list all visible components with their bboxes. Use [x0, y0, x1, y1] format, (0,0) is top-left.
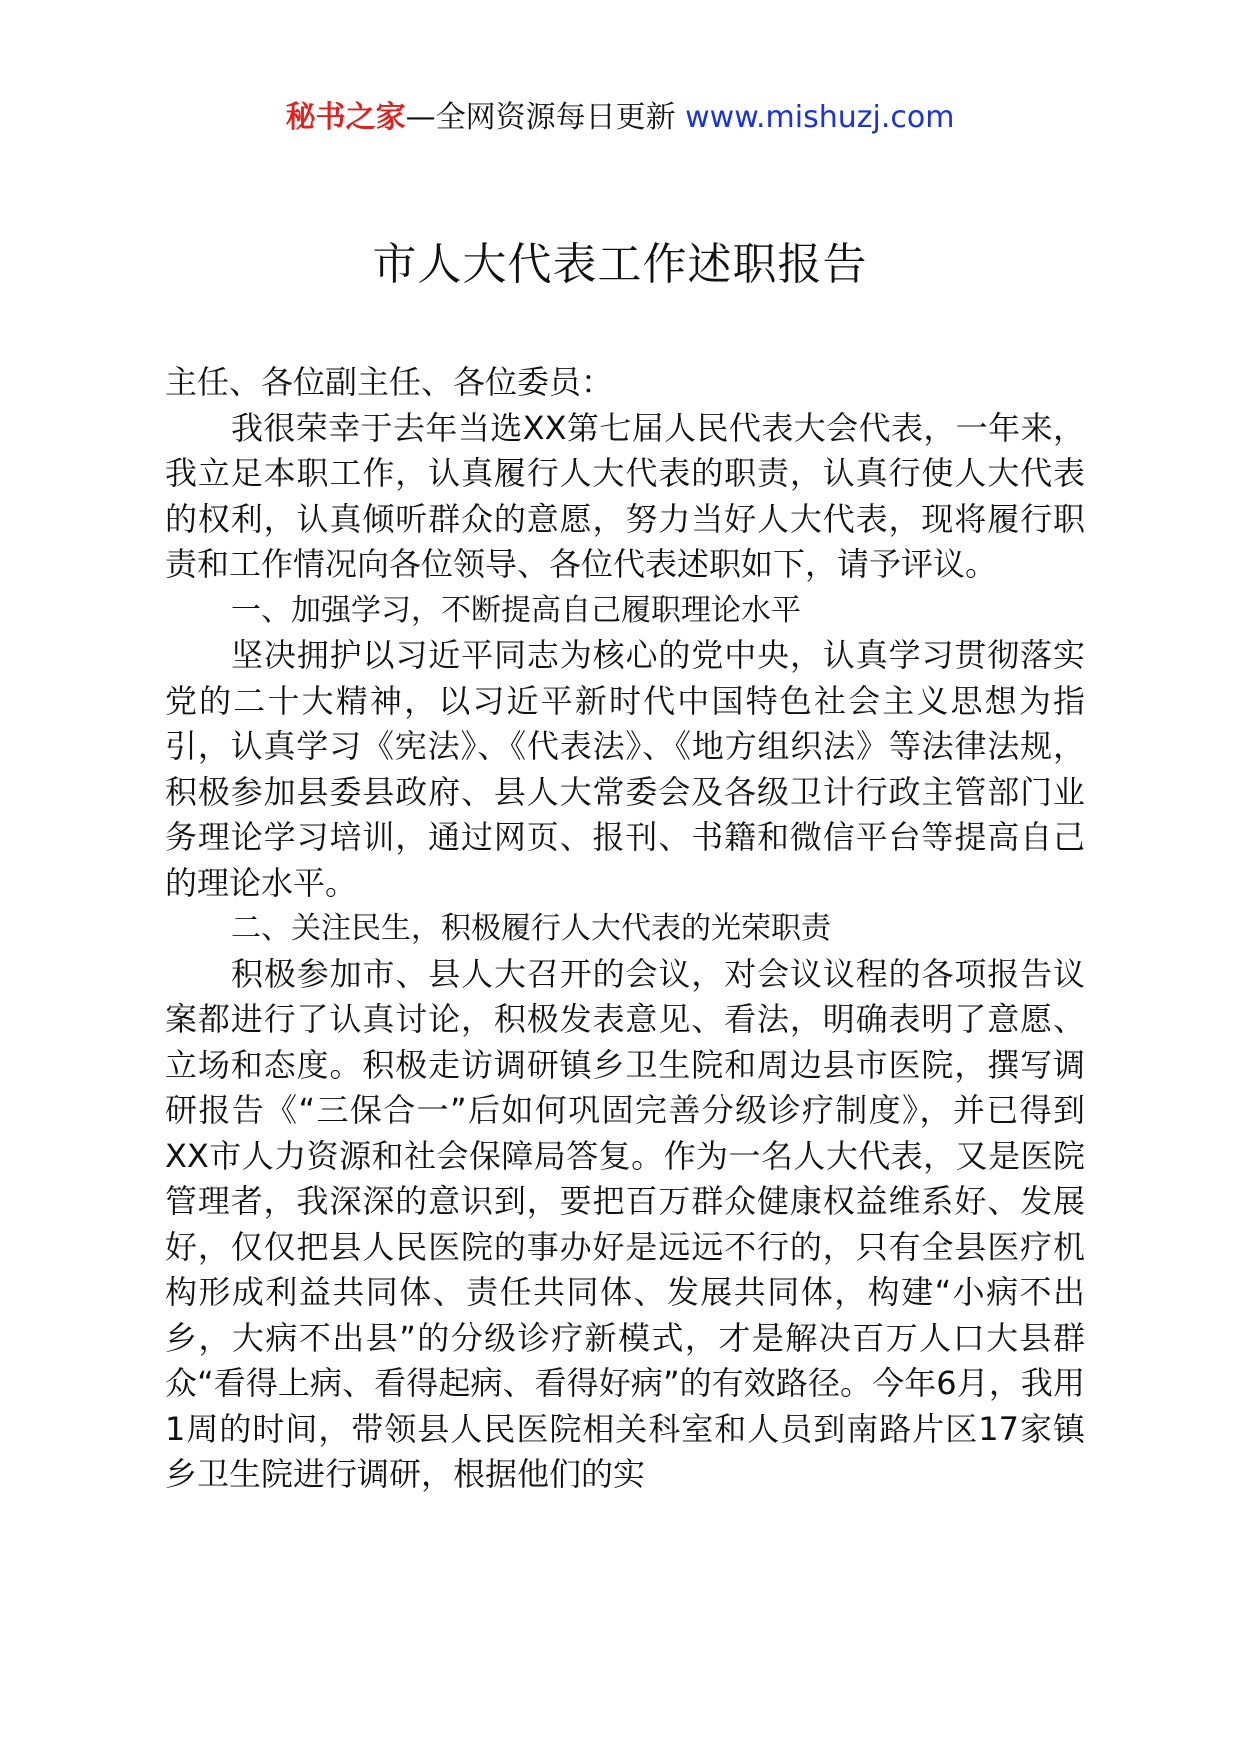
salutation: 主任、各位副主任、各位委员： [165, 363, 614, 401]
document-title: 市人大代表工作述职报告 [372, 239, 868, 290]
site-header [0, 98, 1240, 138]
section-heading: 一、加强学习，不断提高自己履职理论水平 [231, 592, 801, 628]
brand-name: 秘书之家 [285, 100, 406, 135]
section-heading: 二、关注民生，积极履行人大代表的光荣职责 [231, 911, 831, 946]
document-body [165, 360, 1085, 1498]
body-paragraph: 坚决拥护以习近平同志为核心的党中央，认真学习贯彻落实党的二十大精神，以习近平新时代中国特色社会主义思想为指引，认真学习《宪法》、《代表法》、《地方组织法》等法律法规，积极参加县委县政府、县人大常委会及各级卫计行政主管部门业务理论学习培训，通过网页、报刊、书籍和微信平台等提高自己的理论水平。 [165, 636, 1085, 902]
site-url-link[interactable]: www.mishuzj.com [685, 100, 955, 135]
header-tagline: —全网资源每日更新 [405, 100, 686, 135]
body-paragraph: 积极参加市、县人大召开的会议，对会议议程的各项报告议案都进行了认真讨论，积极发表意见、看法，明确表明了意愿、立场和态度。积极走访调研镇乡卫生院和周边县市医院，撰写调研报告《“三保合一”后如何巩固完善分级诊疗制度》，并已得到XX市人力资源和社会保障局答复。作为一名人大代表，又是医院管理者，我深深的意识到，要把百万群众健康权益维系好、发展好，仅仅把县人民医院的事办好是远远不行的，只有全县医疗机构形成利益共同体、责任共同体、发展共同体，构建“小病不出乡，大病不出县”的分级诊疗新模式，才是解决百万人口大县群众“看得上病、看得起病、看得好病”的有效路径。今年6月，我用1周的时间，带领县人民医院相关科室和人员到南路片区17家镇乡卫生院进行调研，根据他们的实 [165, 954, 1085, 1493]
body-paragraph: 我很荣幸于去年当选XX第七届人民代表大会代表，一年来，我立足本职工作，认真履行人大代表的职责，认真行使人大代表的权利，认真倾听群众的意愿，努力当好人大代表，现将履行职责和工作情况向各位领导、各位代表述职如下，请予评议。 [165, 408, 1085, 583]
